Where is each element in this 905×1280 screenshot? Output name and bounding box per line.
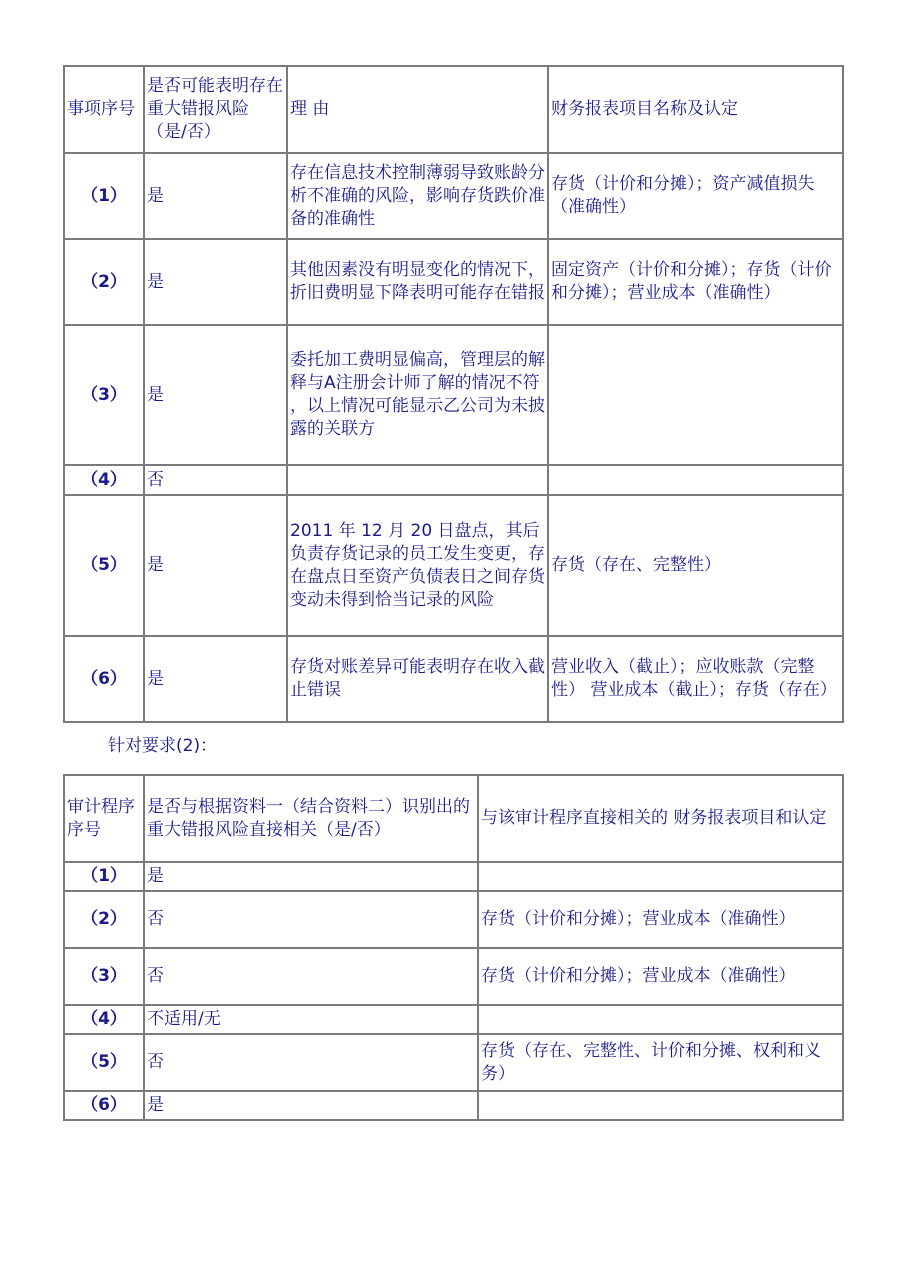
table-row	[64, 862, 843, 891]
row-fs-item: 存货（存在、完整性）	[548, 495, 843, 636]
header-fs-item: 与该审计程序直接相关的 财务报表项目和认定	[478, 775, 843, 862]
table-row	[64, 239, 843, 325]
row-related-flag: 否	[144, 948, 478, 1005]
row-related-flag: 否	[144, 891, 478, 948]
row-risk-flag: 是	[144, 636, 287, 722]
row-number: （6）	[64, 1091, 144, 1120]
table-row	[64, 465, 843, 495]
header-related-flag: 是否与根据资料一（结合资料二）识别出的重大错报风险直接相关（是/否）	[144, 775, 478, 862]
audit-procedure-table	[63, 774, 844, 1121]
row-fs-item: 存货（计价和分摊）；资产减值损失（准确性）	[548, 153, 843, 239]
row-related-flag: 是	[144, 862, 478, 891]
row-related-flag: 不适用/无	[144, 1005, 478, 1034]
row-fs-item	[548, 465, 843, 495]
table-row	[64, 891, 843, 948]
row-fs-item: 存货（计价和分摊）；营业成本（准确性）	[478, 891, 843, 948]
row-fs-item	[478, 1091, 843, 1120]
row-risk-flag: 是	[144, 153, 287, 239]
row-risk-flag: 是	[144, 495, 287, 636]
row-reason: 存在信息技术控制薄弱导致账龄分析不准确的风险，影响存货跌价准备的准确性	[287, 153, 548, 239]
table-row	[64, 1091, 843, 1120]
row-number: （3）	[64, 948, 144, 1005]
risk-assessment-table	[63, 65, 844, 723]
header-item-no: 事项序号	[64, 66, 144, 153]
table-row	[64, 1005, 843, 1034]
row-fs-item: 存货（计价和分摊）；营业成本（准确性）	[478, 948, 843, 1005]
row-number: （6）	[64, 636, 144, 722]
table-header-row	[64, 775, 843, 862]
row-reason: 委托加工费明显偏高，管理层的解释与A注册会计师了解的情况不符 ，以上情况可能显示乙公司为未披露的关联方	[287, 325, 548, 465]
row-fs-item	[548, 325, 843, 465]
row-fs-item	[478, 1005, 843, 1034]
row-number: （5）	[64, 1034, 144, 1091]
row-number: （1）	[64, 153, 144, 239]
table-row	[64, 948, 843, 1005]
row-fs-item	[478, 862, 843, 891]
row-risk-flag: 是	[144, 325, 287, 465]
row-number: （2）	[64, 239, 144, 325]
row-fs-item: 营业收入（截止）；应收账款（完整性） 营业成本（截止）；存货（存在）	[548, 636, 843, 722]
table-row	[64, 1034, 843, 1091]
row-fs-item: 存货（存在、完整性、计价和分摊、权利和义务）	[478, 1034, 843, 1091]
row-reason	[287, 465, 548, 495]
requirement-note: 针对要求(2)：	[108, 736, 218, 756]
row-number: （2）	[64, 891, 144, 948]
table-row	[64, 636, 843, 722]
table-row	[64, 325, 843, 465]
header-risk-flag: 是否可能表明存在重大错报风险 （是/否）	[144, 66, 287, 153]
table-header-row	[64, 66, 843, 153]
row-related-flag: 否	[144, 1034, 478, 1091]
row-number: （4）	[64, 465, 144, 495]
row-fs-item: 固定资产（计价和分摊）；存货（计价和分摊）；营业成本（准确性）	[548, 239, 843, 325]
table-row	[64, 495, 843, 636]
row-number: （5）	[64, 495, 144, 636]
header-reason: 理 由	[287, 66, 548, 153]
row-risk-flag: 是	[144, 239, 287, 325]
table-row	[64, 153, 843, 239]
row-reason: 存货对账差异可能表明存在收入截止错误	[287, 636, 548, 722]
row-number: （3）	[64, 325, 144, 465]
row-reason: 2011 年 12 月 20 日盘点，其后负责存货记录的员工发生变更，存在盘点日至资产负债表日之间存货变动未得到恰当记录的风险	[287, 495, 548, 636]
header-fs-item: 财务报表项目名称及认定	[548, 66, 843, 153]
row-number: （1）	[64, 862, 144, 891]
row-reason: 其他因素没有明显变化的情况下，折旧费明显下降表明可能存在错报	[287, 239, 548, 325]
row-related-flag: 是	[144, 1091, 478, 1120]
row-risk-flag: 否	[144, 465, 287, 495]
header-procedure-no: 审计程序序号	[64, 775, 144, 862]
row-number: （4）	[64, 1005, 144, 1034]
